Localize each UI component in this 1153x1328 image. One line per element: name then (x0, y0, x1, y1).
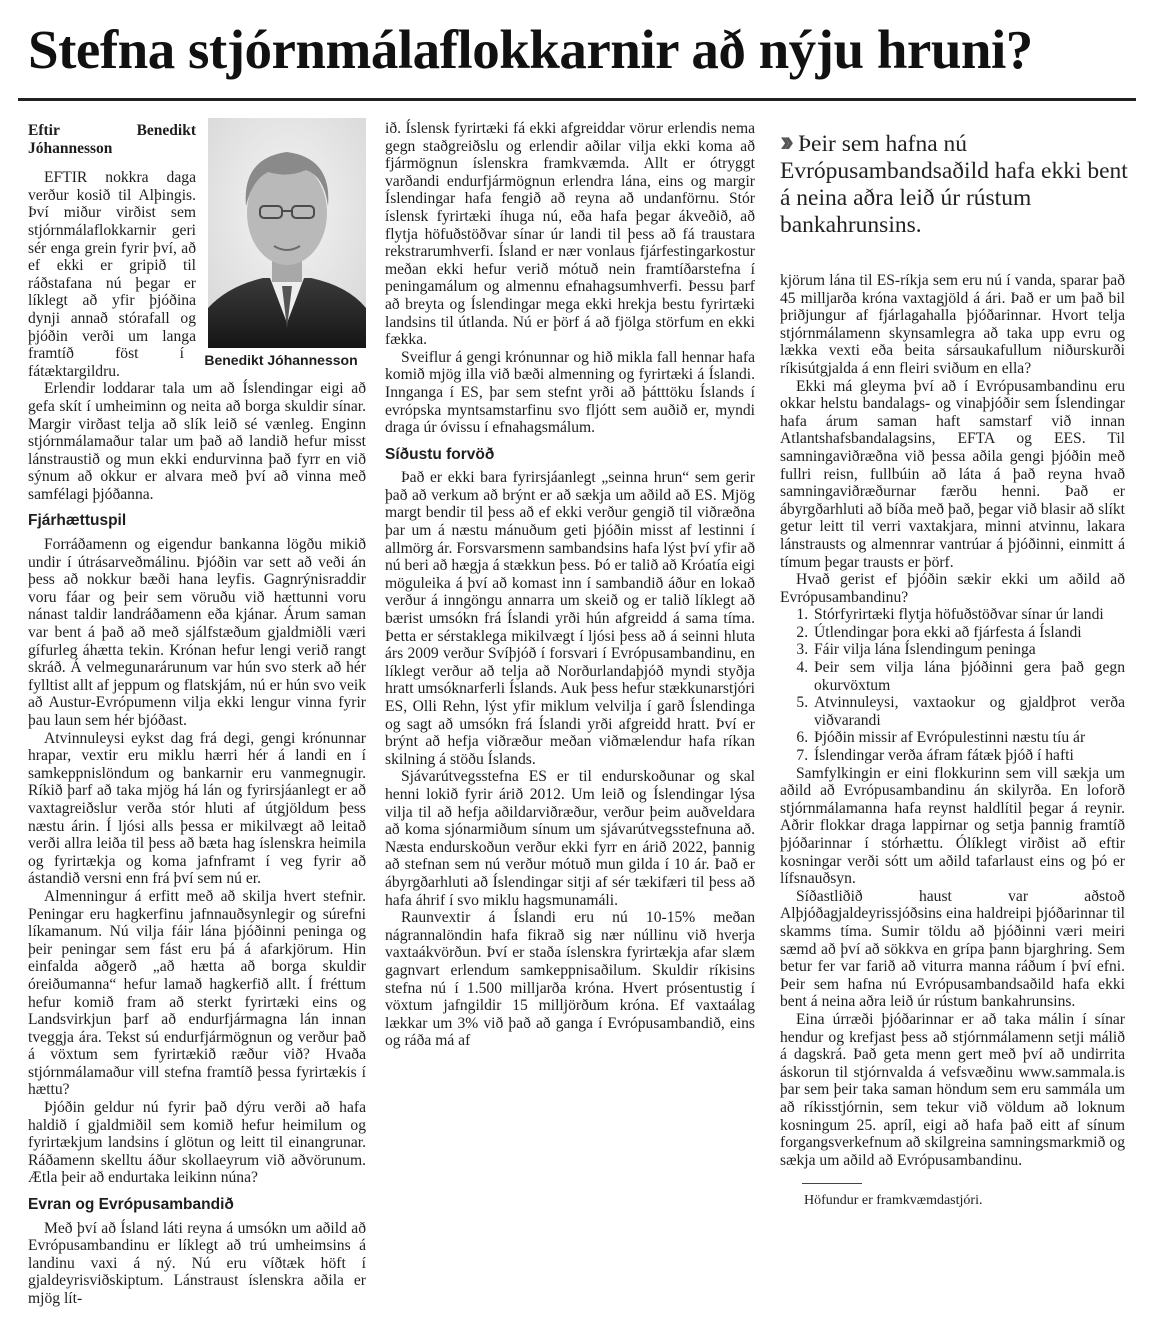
paragraph: Almenningur á erfitt með að skilja hvert stefnir. Peningar eru hagkerfinu jafnnauðsynlegir og súrefni líkamanum. Nú vilja fáir lána þjóðinni peninga og þeir peningar sem fást eru þá á afarkjörum. Hin einfalda aðgerð „að hætta að borga skuldir óreiðumanna“ hefur lamað hagkerfið allt. Í fréttum hefur komið fram að sterkt fyrirtæki eins og Landsvirkjun þarf að endurfjármagna lán innan tveggja ára. Tekst sú endurfjármögnun og verður það á vöxtum sem fyrirtækið ræður við? Hvaða stjórnmálamaður vill stefna framtíð þessa fyrirtækis í hættu? (28, 887, 366, 1099)
headline: Stefna stjórnmálaflokkarnir að nýju hruni? (28, 19, 1033, 80)
paragraph: Ekki má gleyma því að í Evrópusambandinu eru okkar helstu bandalags- og vinaþjóðir sem Íslendingar hafa árum saman haft samstarf við innan Atlantshafsbandalagsins, EFTA og EES. Til samningaviðræðna við þessa aðila gengi þjóðin með fullri reisn, fullbúin að láta á það reyna hvað samningaviðræðurnar færðu henni. Það er ábyrgðarhluti að bíða með það, þegar við blasir að slíkt getur leitt til verri vaxtakjara, minni atvinnu, lakara lánstrausts og almennrar vantrúar á þjóðinni, einmitt á tímum þegar trausts er þörf. (780, 377, 1125, 571)
list-item: 1. Stórfyrirtæki flytja höfuðstöðvar sínar úr landi (812, 606, 1125, 624)
list-item: 2. Útlendingar þora ekki að fjárfesta á Íslandi (812, 624, 1125, 642)
paragraph: Það er ekki bara fyrirsjáanlegt „seinna hrun“ sem gerir það að verkum að brýnt er að sækja um aðild að ES. Mjög margt bendir til þess að ef ekki verður gengið til viðræðna þar um á næstu mánuðum geti þjóðin misst af lestinni í allmörg ár. Forsvarsmenn sambandsins hafa lýst því yfir að nú beri að hægja á stækkun þess. Þó er talið að Króatía eigi möguleika á því að komast inn í sambandið áður en lokað verður á inngöngu annarra um skeið og er talið líklegt að bærist umsókn frá Íslandi yrði hún afgreidd á sama tíma. Þetta er sérstaklega mikilvægt í ljósi þess að á seinni hluta árs 2009 verður Svíþjóð í forsvari í Evrópusambandinu, en líklegt verður að telja að Norðurlandaþjóð myndi styðja hratt umsóknarferli Íslands. Auk þess hefur stækkunarstjóri ES, Olli Rehn, lýst yfir miklum velvilja í garð Íslendinga og sagt að umsókn frá Íslandi yrði afgreidd hratt. Því er brýnt að hefja viðræður meðan viðmælendur hafa ríkan skilning á stöðu Íslands. (385, 469, 755, 768)
paragraph: Erlendir loddarar tala um að Íslendingar eigi að gefa skít í umheiminn og neita að borga skuldir sínar. Margir virðast telja að slík leið sé vænleg. Enginn stjórnmálamaður talar um það að landið hefur misst lánstraustið og mun ekki endurvinna það fyrr en við sýnum að okkur er alvara með því að vinna með samfélagi þjóðanna. (28, 380, 366, 503)
paragraph: Síðastliðið haust var aðstoð Alþjóðagjaldeyrissjóðsins eina haldreipi þjóðarinnar til skamms tíma. Sumir töldu að þjóðinni væri meiri sæmd að því að sökkva en grípa þann bjarghring. Sem betur fer var farið að viturra manna ráðum í því efni. Þeir sem hafna nú Evrópusambandsaðild hafa ekki bent á neina aðra leið úr rústum bankahrunsins. (780, 887, 1125, 1011)
paragraph: Þjóðin geldur nú fyrir það dýru verði að hafa haldið í gjaldmiðil sem komið hefur heimilum og fyrirtækjum landsins í glötun og leitt til einangrunar. Ráðamenn skelltu áður skollaeyrum við aðvörunum. Ætla þeir að endurtaka leikinn núna? (28, 1099, 366, 1187)
portrait-image (208, 118, 366, 348)
headline-rule (18, 98, 1136, 101)
byline: Eftir Benedikt Jóhannesson (28, 122, 196, 157)
paragraph: kjörum lána til ES-ríkja sem eru nú í vanda, sparar það 45 milljarða króna vaxtagjöld á ári. Það er um það bil þriðjungur af fjárlagahalla þjóðarinnar. Hvort telja stjórnmálamenn skynsamlegra að taka upp evru og lækka vexti eða beita sársaukafullum niðurskurði ríkisútgjalda á enn fleiri sviðum en ella? (780, 272, 1125, 377)
paragraph: Sjávarútvegsstefna ES er til endurskoðunar og skal henni lokið fyrir árið 2012. Um leið og Íslendingar lýsa vilja til að hefja aðildarviðræður, verður þeim auðveldara að koma sjónarmiðum sínum um sjávarútvegsstefnuna að. Næsta endurskoðun verður ekki fyrr en árið 2022, þannig að stefnan sem nú verður mótuð mun gilda í 10 ár. Það er ábyrgðarhluti að Íslendingar sitji af sér tækifæri til þess að hafa áhrif í svo miklu hagsmunamáli. (385, 768, 755, 909)
footer-rule (802, 1183, 862, 1184)
pull-quote (780, 125, 1130, 239)
list-item: 7. Íslendingar verða áfram fátæk þjóð í hafti (812, 747, 1125, 765)
paragraph: Eina úrræði þjóðarinnar er að taka málin í sínar hendur og krefjast þess að stjórnmálamenn setji málið á dagskrá. Það geta menn gert með því að undirrita áskorun til stjórnvalda á vefsvæðinu www.sammala.is þar sem þeir taka saman höndum sem eru sammála um að ríkisstjórnin, sem tekur við völdum að loknum kosningum 25. apríl, eigi að hafa það eitt af sínum forgangsverkefnum að skilgreina samningsmarkmið og sækja um aðild að Evrópusambandinu. (780, 1010, 1125, 1169)
article-column-3 (780, 272, 1125, 1210)
consequences-list (780, 606, 1125, 764)
paragraph: Sveiflur á gengi krónunnar og hið mikla fall hennar hafa komið mjög illa við bæði almenning og fyrirtæki á Íslandi. Inngangа í ES, þar sem stefnt yrði að þátttöku Íslands í evrópska myntsamstarfinu svo fljótt sem auðið er, myndi draga úr óvissu í efnahagsmálum. (385, 348, 755, 437)
article-column-1 (28, 118, 366, 1308)
author-photo (208, 118, 366, 348)
subheading: Fjárhættuspil (28, 512, 127, 530)
subheading: Evran og Evrópusambandið (28, 1196, 234, 1214)
author-note: Höfundur er framkvæmdastjóri. (804, 1193, 983, 1209)
paragraph: Hvað gerist ef þjóðin sækir ekki um aðild að Evrópusambandinu? (780, 571, 1125, 606)
list-item: 5. Atvinnuleysi, vaxtaokur og gjaldþrot verða viðvarandi (812, 694, 1125, 729)
quote-chevron-icon: ›› (780, 125, 788, 158)
paragraph: Með því að Ísland láti reyna á umsókn um aðild að Evrópusambandinu er líklegt að trú umheimsins á landinu vaxi á ný. Nú eru víðtæk höft í gjaldeyrisviðskiptum. Lánstraust íslenskra aðila er mjög lít- (28, 1219, 366, 1307)
paragraph: Forráðamenn og eigendur bankanna lögðu mikið undir í útrásarveðmálinu. Þjóðin var sett að veði án þess að nokkur bæði hana leyfis. Gagnrýnisraddir voru fáar og þeir sem vöruðu við hættunni voru nánast taldir landráðamenn eða kjánar. Árum saman var bent á það að með sjálfstæðum gjaldmiðli væri gífurleg áhætta tekin. Krónan hefur lengi verið rangt skráð. Á velmegunarárunum var hún svo sterk að hér fylltist allt af jeppum og flatskjám, nú er hún svo veik að Austur-Evrópumenn vilja ekki lengur vinna fyrir þau laun sem hér bjóðast. (28, 536, 366, 729)
paragraph: Raunvextir á Íslandi eru nú 10-15% meðan nágrannalöndin hafa fikrað sig nær núllinu við hverja vaxtaákvörðun. Því er staða íslenskra fyrirtækja afar slæm gagnvart erlendum samkeppnisaðilum. Skuldir ríkisins stefna nú í 1.500 milljarða króna. Hvert prósentustig í vöxtum jafngildir 15 milljörðum króna. Ef vaxtaálag lækkar um 3% við það að ganga í Evrópusambandið, eins og ráða má af (385, 909, 755, 1050)
paragraph: EFTIR nokkra daga verður kosið til Alþingis. Því miður virðist sem stjórnmálaflokkarnir geri sér enga grein fyrir því, að ef ekki er gripið til ráðstafana nú þegar er líklegt að yfir þjóðina dynji annað stórafall og þjóðin verði um langa framtíð föst í fátæktargildru. (28, 169, 196, 380)
pull-quote-text: Þeir sem hafna nú Evrópusambandsaðild hafa ekki bent á neina aðra leið úr rústum bankahrunsins. (780, 131, 1128, 238)
paragraph: Atvinnuleysi eykst dag frá degi, gengi krónunnar hrapar, vextir eru miklu hærri hér á landi en í samkeppnislöndum og bankarnir eru vanmegnugir. Ríkið þarf að taka mjög há lán og fyrirsjáanlegt er að vaxtagreiðslur verða stór hluti af útgjöldum þess næstu árin. Í ljósi alls þessa er mikilvægt að leitað verði allra leiða til þess að bæta hag íslenskra heimila og fyrirtækja og koma jafnframt í veg fyrir að ástandið versni enn frá því sem nú er. (28, 729, 366, 888)
article-column-2 (385, 120, 755, 1050)
subheading: Síðustu forvöð (385, 445, 495, 463)
paragraph: ið. Íslensk fyrirtæki fá ekki afgreiddar vörur erlendis nema gegn staðgreiðslu og erlendir aðilar vilja ekki koma að fjármögnun íslenskra framkvæmda. Allt er ótryggt varðandi endurfjármögnun erlendra lána, eins og margir Íslendingar hafa fengið að reyna að undanförnu. Stór íslensk fyrirtæki íhuga nú, eða hafa þegar ákveðið, að flytja höfuðstöðvar sínar úr landi til þess að fá traustara rekstrarumhverfi. Ísland er nær vonlaus fjárfestingarkostur meðan ekki hefur verið mótuð nein framtíðarstefna í peningamálum og almennu efnahagsumhverfi. Þessu þarf að breyta og Íslendingar mega ekki hrekja bestu fyrirtæki landsins til útlanda. Nú er þörf á að fjölga störfum en ekki fækka. (385, 120, 755, 349)
photo-caption: Benedikt Jóhannesson (204, 352, 358, 368)
list-item: 3. Fáir vilja lána Íslendingum peninga (812, 641, 1125, 659)
list-item: 6. Þjóðin missir af Evrópulestinni næstu tíu ár (812, 729, 1125, 747)
paragraph: Samfylkingin er eini flokkurinn sem vill sækja um aðild að Evrópusambandinu án skilyrða. En loforð stjórnmálamanna hafa reynst haldlítil þegar á reynir. Aðrir flokkar draga lappirnar og setja þannig framtíð þjóðarinnar í stórhættu. Ólíklegt virðist að eftir kosningar verði sótt um aðild tafarlaust eins og þó er lífsnauðsyn. (780, 764, 1125, 888)
list-item: 4. Þeir sem vilja lána þjóðinni gera það gegn okurvöxtum (812, 659, 1125, 694)
